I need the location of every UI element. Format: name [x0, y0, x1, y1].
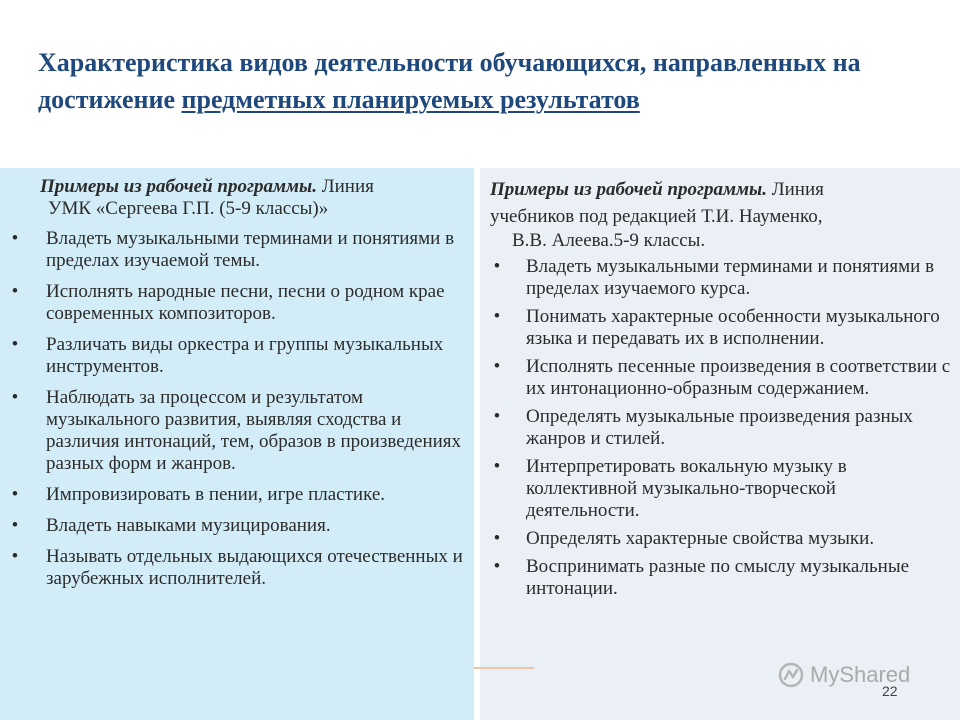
left-column	[0, 168, 474, 720]
list-item-text: Наблюдать за процессом и результатом музыкального развития, выявляя сходства и различия интонаций, тем, образов в произведениях разных форм и жанров.	[46, 387, 462, 474]
slide-title	[38, 44, 918, 118]
list-item-text: Интерпретировать вокальную музыку в коллективной музыкально-творческой деятельности.	[526, 456, 847, 521]
bullet-icon: •	[493, 306, 501, 327]
list-item	[0, 546, 470, 590]
bullet-icon: •	[493, 456, 501, 477]
list-item-text: Определять музыкальные произведения разных жанров и стилей.	[526, 406, 913, 449]
decorative-divider	[474, 667, 534, 669]
list-item	[480, 356, 958, 400]
title-text: Характеристика видов деятельности обучающихся, направленных на достижение	[38, 48, 861, 114]
bullet-icon: •	[11, 334, 19, 355]
left-bullet-list	[0, 228, 470, 599]
bullet-icon: •	[493, 528, 501, 549]
myshared-logo-icon	[778, 662, 804, 688]
list-item-text: Импровизировать в пении, игре пластике.	[46, 484, 386, 505]
list-item	[480, 256, 958, 300]
right-intro-line2: учебников под редакцией Т.И. Науменко,	[490, 206, 823, 227]
list-item	[480, 306, 958, 350]
bullet-icon: •	[11, 515, 19, 536]
list-item-text: Различать виды оркестра и группы музыкальных инструментов.	[46, 334, 444, 377]
list-item-text: Владеть музыкальными терминами и понятиями в пределах изучаемого курса.	[526, 256, 935, 299]
right-intro	[490, 176, 950, 252]
list-item-text: Определять характерные свойства музыки.	[526, 528, 875, 549]
left-intro-line2: УМК «Сергеева Г.П. (5-9 классы)»	[48, 198, 329, 219]
list-item-text: Исполнять народные песни, песни о родном крае современных композиторов.	[46, 281, 445, 324]
list-item	[480, 528, 958, 550]
right-bullet-list	[480, 256, 958, 606]
list-item	[0, 484, 470, 506]
list-item-text: Называть отдельных выдающихся отечественных и зарубежных исполнителей.	[46, 546, 463, 589]
list-item	[0, 387, 470, 475]
bullet-icon: •	[11, 484, 19, 505]
left-intro-italic: Примеры из рабочей программы.	[40, 176, 317, 197]
bullet-icon: •	[11, 387, 19, 408]
list-item-text: Владеть навыками музицирования.	[46, 515, 331, 536]
list-item	[480, 456, 958, 522]
list-item-text: Воспринимать разные по смыслу музыкальные интонации.	[526, 556, 910, 599]
bullet-icon: •	[493, 406, 501, 427]
bullet-icon: •	[11, 546, 19, 567]
list-item-text: Владеть музыкальными терминами и понятиями в пределах изучаемой темы.	[46, 228, 455, 271]
list-item	[0, 334, 470, 378]
list-item	[0, 515, 470, 537]
right-intro-line3: В.В. Алеева.5-9 классы.	[512, 230, 706, 251]
right-intro-rest: Линия	[766, 179, 824, 200]
bullet-icon: •	[493, 356, 501, 377]
list-item	[0, 281, 470, 325]
list-item	[0, 228, 470, 272]
list-item	[480, 556, 958, 600]
bullet-icon: •	[11, 228, 19, 249]
title-underlined-text: предметных планируемых результатов	[181, 85, 640, 114]
bullet-icon: •	[493, 256, 501, 277]
right-column	[480, 168, 960, 720]
bullet-icon: •	[11, 281, 19, 302]
page-number: 22	[882, 683, 898, 699]
left-intro	[40, 176, 470, 220]
list-item-text: Исполнять песенные произведения в соответствии с их интонационно-образным содержанием.	[526, 356, 951, 399]
list-item	[480, 406, 958, 450]
watermark-text: MyShared	[810, 662, 911, 687]
list-item-text: Понимать характерные особенности музыкального языка и передавать их в исполнении.	[526, 306, 940, 349]
right-intro-italic: Примеры из рабочей программы.	[490, 179, 767, 200]
left-intro-rest: Линия	[316, 176, 374, 197]
bullet-icon: •	[493, 556, 501, 577]
